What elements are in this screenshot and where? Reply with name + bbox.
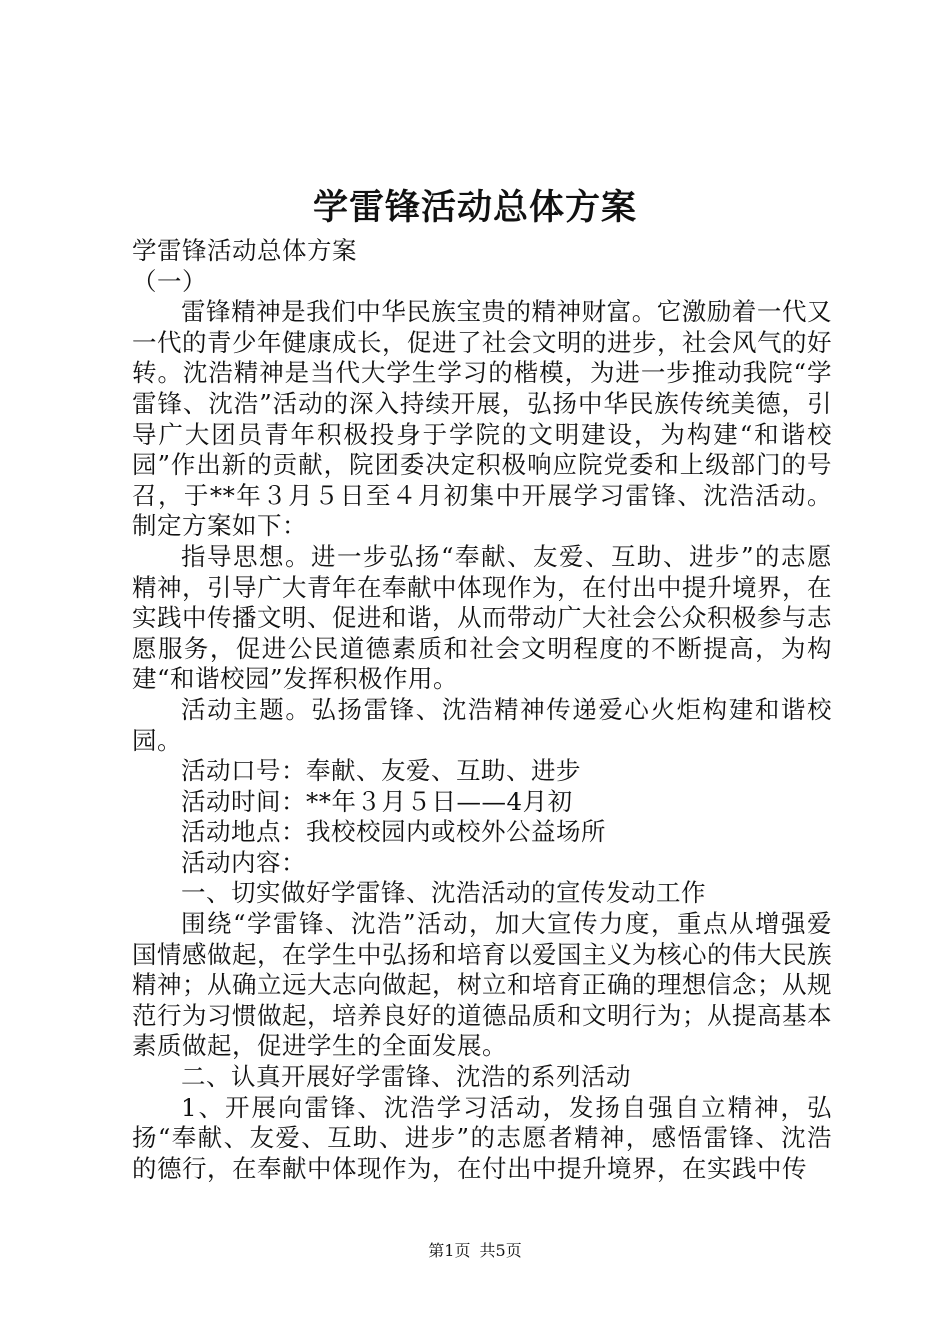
body-paragraph: 雷锋精神是我们中华民族宝贵的精神财富。它激励着一代又一代的青少年健康成长，促进了社会文明的进步，社会风气的好转。沈浩精神是当代大学生学习的楷模，为进一步推动我院“学雷锋、沈浩”活动的深入持续开展，弘扬中华民族传统美德，引导广大团员青年积极投身于学院的文明建设，为构建“和谐校园”作出新的贡献，院团委决定积极响应院党委和上级部门的号召，于**年３月５日至４月初集中开展学习雷锋、沈浩活动。制定方案如下： [132, 297, 832, 541]
document-title: 学雷锋活动总体方案 [312, 187, 637, 228]
body-paragraph: 活动地点：我校校园内或校外公益场所 [181, 817, 606, 847]
body-paragraph: 活动内容： [181, 847, 306, 877]
page-number: 第1页 [428, 1241, 471, 1260]
body-paragraph: 指导思想。进一步弘扬“奉献、友爱、互助、进步”的志愿精神，引导广大青年在奉献中体现作为，在付出中提升境界，在实践中传播文明、促进和谐，从而带动广大社会公众积极参与志愿服务，促进公民道德素质和社会文明程度的不断提高，为构建“和谐校园”发挥积极作用。 [132, 541, 832, 694]
body-paragraph: 1、开展向雷锋、沈浩学习活动，发扬自强自立精神，弘扬“奉献、友爱、互助、进步”的志愿者精神，感悟雷锋、沈浩的德行，在奉献中体现作为，在付出中提升境界，在实践中传 [132, 1092, 832, 1183]
body-paragraph: （一） [132, 266, 207, 296]
body-paragraph: 围绕“学雷锋、沈浩”活动，加大宣传力度，重点从增强爱国情感做起，在学生中弘扬和培育以爱国主义为核心的伟大民族精神；从确立远大志向做起，树立和培育正确的理想信念；从规范行为习惯做起，培养良好的道德品质和文明行为；从提高基本素质做起，促进学生的全面发展。 [132, 909, 832, 1061]
body-paragraph: 活动口号：奉献、友爱、互助、进步 [181, 756, 581, 786]
section-heading: 一、切实做好学雷锋、沈浩活动的宣传发动工作 [181, 878, 706, 908]
document-body [132, 236, 832, 1184]
body-paragraph: 活动时间：**年３月５日——4月初 [181, 786, 573, 816]
body-paragraph: 学雷锋活动总体方案 [132, 236, 357, 265]
section-heading: 二、认真开展好学雷锋、沈浩的系列活动 [181, 1062, 631, 1092]
body-paragraph: 活动主题。弘扬雷锋、沈浩精神传递爱心火炬构建和谐校园。 [132, 694, 832, 755]
page-footer [0, 1241, 950, 1261]
page-total: 共5页 [479, 1241, 522, 1260]
